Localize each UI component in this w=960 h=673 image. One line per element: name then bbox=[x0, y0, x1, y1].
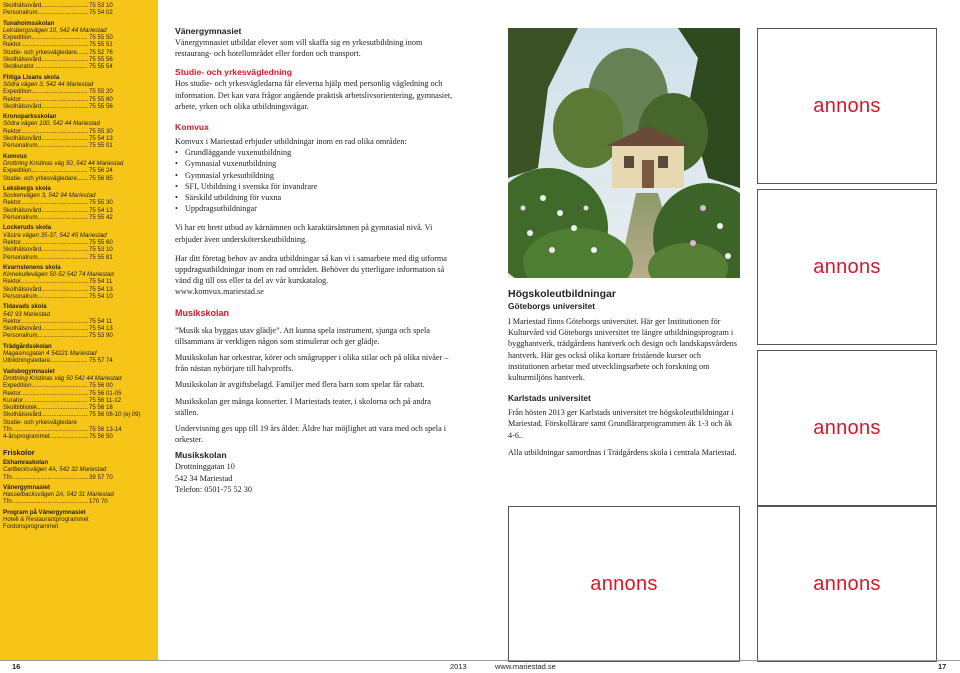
leader-dots bbox=[41, 56, 88, 63]
directory-row bbox=[3, 246, 141, 253]
directory-entry bbox=[3, 153, 158, 182]
directory-entry bbox=[3, 343, 158, 365]
directory-row-label: Personalrum bbox=[3, 292, 38, 300]
directory-row bbox=[3, 2, 141, 9]
right-column bbox=[508, 288, 740, 463]
school-name: Tidavads skola bbox=[3, 303, 47, 311]
school-name: Tunaholmsskolan bbox=[3, 19, 55, 27]
leader-dots bbox=[21, 41, 88, 48]
komvux-paragraph-1: Vi har ett brett utbud av kärnämnen och karaktärsämnen på gymnasial nivå. Vi erbjuder även undersköterskeutbildning. bbox=[175, 223, 433, 244]
school-address: 542 93 Mariestad bbox=[3, 310, 51, 318]
komvux-paragraph-2: Har ditt företag behov av andra utbildningar så kan vi i samarbete med dig utforma uppdragsutbildningar inom en rad områden. Behöver du ytterligare information så vänd dig till oss eller ta del av vår kurskatalog. bbox=[175, 253, 447, 286]
directory-row-phone: 75 55 20 bbox=[89, 88, 113, 96]
syv-text: Hos studie- och yrkesvägledarna får eleverna hjälp med personlig vägledning och information. Det kan vara frågor angående praktisk arbetslivsorientering, gymnasiet, arbete, yrken och olika utbildningsvägar. bbox=[175, 79, 453, 111]
directory-row bbox=[3, 199, 141, 206]
directory-row-label: Expedition bbox=[3, 382, 32, 390]
komvux-heading: Komvux bbox=[175, 122, 209, 133]
directory-row bbox=[3, 128, 141, 135]
directory-row bbox=[3, 318, 141, 325]
leader-dots bbox=[21, 96, 88, 103]
directory-row bbox=[3, 254, 141, 261]
list-item: • Uppdragsutbildningar bbox=[175, 203, 455, 214]
directory-row-phone: 75 56 01-05 bbox=[89, 389, 122, 397]
directory-row bbox=[3, 433, 141, 440]
directory-row-phone: 75 56 11-12 bbox=[89, 396, 122, 404]
leader-dots bbox=[77, 49, 88, 56]
directory-row-phone: 75 55 54 bbox=[89, 63, 113, 71]
directory-row-phone: 75 55 60 bbox=[89, 238, 113, 246]
directory-entry bbox=[3, 113, 158, 149]
leader-dots bbox=[21, 390, 88, 397]
ad-box bbox=[757, 189, 937, 345]
school-name: Lockeruds skola bbox=[3, 224, 52, 232]
directory-entry bbox=[3, 224, 158, 260]
leader-dots bbox=[41, 246, 88, 253]
directory-row bbox=[3, 357, 141, 364]
directory-row-phone: 75 54 10 bbox=[89, 292, 113, 300]
gbg-heading: Göteborgs universitet bbox=[508, 301, 596, 311]
leader-dots bbox=[31, 88, 88, 95]
directory-entry bbox=[3, 303, 158, 339]
directory-row bbox=[3, 41, 141, 48]
middle-column bbox=[175, 26, 455, 495]
directory-row-phone: 75 57 74 bbox=[89, 357, 113, 365]
leader-dots bbox=[41, 135, 88, 142]
directory-row bbox=[3, 286, 141, 293]
school-address: Magasinsgatan 4 54221 Mariestad bbox=[3, 350, 97, 358]
school-directory bbox=[0, 0, 158, 660]
musikskolan-postal: 542 34 Mariestad bbox=[175, 473, 233, 483]
kau-text: Från hösten 2013 ger Karlstads universitet tre högskoleutbildningar i Mariestad. Förskollärare samt Grundlärarprogrammen åk 1-3 och åk 4-6.. bbox=[508, 408, 734, 440]
directory-row bbox=[3, 103, 141, 110]
kau-heading: Karlstads universitet bbox=[508, 393, 591, 404]
directory-row bbox=[3, 63, 141, 70]
directory-row-label: Skolkurator bbox=[3, 63, 34, 71]
directory-row-label: Personalrum bbox=[3, 142, 38, 150]
school-name: Leksbergs skola bbox=[3, 184, 51, 192]
musikskolan-heading: Musikskolan bbox=[175, 307, 230, 318]
directory-row bbox=[3, 167, 141, 174]
list-item: • SFI, Utbildning i svenska för invandrare bbox=[175, 181, 455, 192]
school-address: Kinnekullevägen 50-52 542 74 Mariestad bbox=[3, 271, 114, 279]
school-address: Västra vägen 35-37, 542 45 Mariestad bbox=[3, 231, 107, 239]
hogskola-heading: Högskoleutbildningar bbox=[508, 288, 616, 300]
school-name: Trädgårdsskolan bbox=[3, 342, 52, 350]
directory-row-label: Personalrum bbox=[3, 332, 38, 340]
directory-row bbox=[3, 34, 141, 41]
ad-label: annons bbox=[590, 572, 658, 595]
leader-dots bbox=[23, 397, 88, 404]
directory-row bbox=[3, 214, 141, 221]
directory-row-label: Rektor bbox=[3, 278, 21, 286]
musikskolan-address-heading: Musikskolan bbox=[175, 450, 227, 461]
directory-row bbox=[3, 426, 141, 433]
leader-dots bbox=[38, 332, 88, 339]
list-item: • Grundläggande vuxenutbildning bbox=[175, 147, 455, 158]
leader-dots bbox=[31, 167, 88, 174]
musikskolan-street: Drottninggatan 10 bbox=[175, 462, 235, 472]
directory-row bbox=[3, 404, 141, 411]
directory-row-label: Skolhälsovård bbox=[3, 102, 42, 110]
directory-row-phone: 75 55 81 bbox=[89, 253, 113, 261]
musik-paragraph-3: Musikskolan är avgiftsbelagd. Familjer med flera barn som spelar får rabatt. bbox=[175, 380, 425, 390]
musik-paragraph-5: Undervisning ges upp till 19 års ålder. Äldre har möjlighet att vara med och spela i orkester. bbox=[175, 424, 447, 445]
directory-row bbox=[3, 49, 141, 56]
footer-year: 2013 bbox=[450, 662, 467, 671]
page-number-right: 17 bbox=[938, 662, 947, 671]
directory-row-phone: 75 56 13-14 bbox=[89, 426, 122, 434]
leader-dots bbox=[31, 34, 88, 41]
directory-row bbox=[3, 9, 141, 16]
directory-row-phone: 75 54 13 bbox=[89, 206, 113, 214]
leader-dots bbox=[41, 286, 88, 293]
leader-dots bbox=[12, 498, 88, 505]
school-address: Södra vägen 3, 542 44 Mariestad bbox=[3, 80, 94, 88]
directory-entry bbox=[3, 2, 158, 17]
directory-row bbox=[3, 419, 158, 426]
leader-dots bbox=[12, 426, 88, 433]
directory-row bbox=[3, 207, 141, 214]
directory-row-phone: 75 55 01 bbox=[89, 142, 113, 150]
school-name: Ekhamraskolan bbox=[3, 458, 49, 466]
leader-dots bbox=[77, 175, 88, 182]
directory-row-phone: 39 57 70 bbox=[89, 473, 113, 481]
directory-row bbox=[3, 411, 141, 418]
musik-paragraph-1: ”Musik ska byggas utav glädje”. Att kunna spela instrument, sjunga och spela tillsammans är verkligen någon som stimulerar och ger glädje. bbox=[175, 325, 430, 346]
ad-box bbox=[757, 506, 937, 662]
leader-dots bbox=[38, 142, 88, 149]
ad-label: annons bbox=[813, 572, 881, 595]
directory-row bbox=[3, 397, 141, 404]
directory-entry bbox=[3, 264, 158, 300]
directory-row-label: Studie- och yrkesvägledare bbox=[3, 174, 77, 182]
directory-row-label: Expedition bbox=[3, 88, 32, 96]
directory-row-label: Skolhälsovård bbox=[3, 206, 42, 214]
directory-row-phone: 75 56 08-10 (ej 09) bbox=[89, 411, 141, 419]
leader-dots bbox=[41, 325, 88, 332]
directory-row-label: Tfn bbox=[3, 498, 12, 506]
leader-dots bbox=[41, 103, 88, 110]
directory-row-phone: 75 55 60 bbox=[89, 95, 113, 103]
directory-row-phone: 75 54 11 bbox=[89, 317, 113, 325]
leader-dots bbox=[38, 214, 88, 221]
leader-dots bbox=[50, 357, 88, 364]
school-name: Flitiga Lisans skola bbox=[3, 73, 60, 81]
directory-row-label: Kurator bbox=[3, 396, 23, 404]
directory-row-phone: 75 54 02 bbox=[89, 9, 113, 17]
directory-row-phone: 75 54 13 bbox=[89, 285, 113, 293]
leader-dots bbox=[21, 199, 88, 206]
school-name: Vänergymnasiet bbox=[3, 483, 51, 491]
directory-row bbox=[3, 96, 141, 103]
friskolor-heading: Friskolor bbox=[3, 447, 35, 457]
musik-paragraph-4: Musikskolan ger många konserter. I Mariestads teater, i skolorna och på andra ställen. bbox=[175, 396, 431, 417]
komvux-url[interactable]: www.komvux.mariestad.se bbox=[175, 287, 264, 297]
syv-heading: Studie- och yrkesvägledning bbox=[175, 67, 292, 78]
leader-dots bbox=[21, 128, 88, 135]
directory-row-phone: 75 55 30 bbox=[89, 127, 113, 135]
directory-row bbox=[3, 325, 141, 332]
school-address: Drottning Kristinas väg 50, 542 44 Mariestad bbox=[3, 159, 124, 167]
directory-row-phone: 75 56 85 bbox=[89, 174, 113, 182]
leader-dots bbox=[21, 318, 88, 325]
leader-dots bbox=[41, 411, 88, 418]
directory-row-phone: 75 53 10 bbox=[89, 2, 113, 9]
directory-row-phone: 75 56 50 bbox=[89, 433, 113, 441]
school-name: Komvux bbox=[3, 152, 28, 160]
school-address: Carlbecksvägen 4A, 542 32 Mariestad bbox=[3, 466, 107, 474]
leader-dots bbox=[21, 239, 88, 246]
directory-row-label: Skolhälsovård bbox=[3, 325, 42, 333]
directory-row-phone: 75 55 50 bbox=[89, 34, 113, 42]
directory-row-label: Tfn bbox=[3, 426, 12, 434]
directory-row-phone: 75 56 00 bbox=[89, 382, 113, 390]
school-name: Vadsbogymnasiet bbox=[3, 367, 55, 375]
directory-row-label: Skolhälsovård bbox=[3, 135, 42, 143]
leader-dots bbox=[21, 278, 88, 285]
directory-row-phone: 75 55 30 bbox=[89, 199, 113, 207]
directory-row-label: Expedition bbox=[3, 167, 32, 175]
ad-label: annons bbox=[813, 416, 881, 439]
school-address: Leksbergsvägen 10, 542 44 Mariestad bbox=[3, 26, 107, 34]
directory-row-phone: 75 52 76 bbox=[89, 48, 113, 56]
directory-row bbox=[3, 498, 141, 505]
list-item: • Gymnasial yrkesutbildning bbox=[175, 170, 455, 181]
program-item: Fordonsprogrammet bbox=[3, 523, 59, 531]
program-heading: Program på Vänergymnasiet bbox=[3, 508, 86, 516]
directory-row-label: Personalrum bbox=[3, 253, 38, 261]
directory-row-phone: 75 55 51 bbox=[89, 41, 113, 49]
directory-row-label: Personalrum bbox=[3, 214, 38, 222]
school-address: Sockenvägen 3, 542 94 Mariestad bbox=[3, 192, 96, 200]
leader-dots bbox=[50, 433, 88, 440]
school-name: Kronoparksskolan bbox=[3, 113, 57, 121]
ad-box bbox=[757, 350, 937, 506]
directory-row-label: Rektor bbox=[3, 95, 21, 103]
directory-row-phone: 75 53 90 bbox=[89, 332, 113, 340]
ad-box bbox=[757, 28, 937, 184]
directory-row-label: Rektor bbox=[3, 238, 21, 246]
directory-row-label: Rektor bbox=[3, 127, 21, 135]
list-item: • Särskild utbildning för vuxna bbox=[175, 192, 455, 203]
directory-row-label: Rektor bbox=[3, 199, 21, 207]
musik-paragraph-2: Musikskolan har orkestrar, körer och smågrupper i olika stilar och på olika nivåer – från nästan nybörjare till halvproffs. bbox=[175, 353, 449, 374]
gbg-text: I Mariestad finns Göteborgs universitet. Här ger Institutionen för Kulturvård vid Göteborgs universitet tre längre utbildningsprogram i bygghantverk, trädgårdens hantverk och design och landskapsvårdens hantverk. Här ges också olika kortare fristående kurser och institutionen arbetar med utvecklingsarbete och forskning om kulturmiljöns hantverk. bbox=[508, 317, 737, 383]
directory-row bbox=[3, 474, 141, 481]
ad-label: annons bbox=[813, 94, 881, 117]
vanergymnasiet-heading: Vänergymnasiet bbox=[175, 26, 242, 36]
directory-entry bbox=[3, 368, 158, 441]
directory-row bbox=[3, 56, 141, 63]
leader-dots bbox=[38, 293, 88, 300]
directory-row-label: Personalrum bbox=[3, 9, 38, 17]
directory-row-label: Skolhälsovård bbox=[3, 411, 42, 419]
directory-entry bbox=[3, 185, 158, 221]
directory-row-phone: 75 53 10 bbox=[89, 246, 113, 254]
directory-row-label: Rektor bbox=[3, 389, 21, 397]
komvux-intro: Komvux i Mariestad erbjuder utbildningar inom en rad olika områden: bbox=[175, 137, 407, 147]
directory-list bbox=[0, 0, 158, 531]
directory-row-phone: 75 55 56 bbox=[89, 56, 113, 64]
directory-row bbox=[3, 332, 141, 339]
leader-dots bbox=[31, 382, 88, 389]
leader-dots bbox=[41, 207, 88, 214]
ad-label: annons bbox=[813, 255, 881, 278]
directory-row-label: Skolhälsovård bbox=[3, 285, 42, 293]
directory-row-label: Studie- och yrkesvägledare bbox=[3, 418, 77, 426]
leader-dots bbox=[41, 2, 88, 9]
directory-row bbox=[3, 382, 141, 389]
directory-row-label: Skolhälsovård bbox=[3, 246, 42, 254]
directory-row-phone: 75 56 18 bbox=[89, 404, 113, 412]
page-number-left: 16 bbox=[12, 662, 21, 671]
footer-url[interactable]: www.mariestad.se bbox=[495, 662, 556, 671]
directory-row bbox=[3, 175, 141, 182]
school-address: Hasselbacksvägen 2A, 542 31 Mariestad bbox=[3, 491, 114, 499]
friskolor-section bbox=[3, 449, 158, 531]
all-education-text: Alla utbildningar samordnas i Trädgårdens skola i centrala Mariestad. bbox=[508, 447, 737, 457]
directory-row-label: Rektor bbox=[3, 41, 21, 49]
leader-dots bbox=[38, 9, 88, 16]
directory-row-label: Tfn bbox=[3, 473, 12, 481]
directory-row bbox=[3, 142, 141, 149]
directory-row-phone: 75 54 13 bbox=[89, 135, 113, 143]
komvux-list bbox=[175, 147, 455, 214]
garden-photo bbox=[508, 28, 740, 278]
directory-row bbox=[3, 390, 141, 397]
leader-dots bbox=[34, 63, 88, 70]
directory-row bbox=[3, 88, 141, 95]
directory-row-phone: 170 70 bbox=[89, 498, 108, 506]
directory-row-label: Utbildningsledare bbox=[3, 357, 51, 365]
school-name: Kvarnstenens skola bbox=[3, 263, 61, 271]
footer-rule bbox=[0, 660, 960, 661]
directory-row-phone: 75 54 13 bbox=[89, 325, 113, 333]
leader-dots bbox=[38, 254, 88, 261]
garden-photo-illustration bbox=[508, 28, 740, 278]
ad-box bbox=[508, 506, 740, 662]
leader-dots bbox=[12, 474, 88, 481]
directory-row-label: Skolhälsovård bbox=[3, 2, 42, 9]
directory-row bbox=[3, 135, 141, 142]
vanergymnasiet-text: Vänergymnasiet utbildar elever som vill skaffa sig en yrkesutbildning inom restaurang- och hotellområdet eller fordon och transport. bbox=[175, 38, 423, 59]
directory-row bbox=[3, 278, 141, 285]
directory-entry bbox=[3, 20, 158, 71]
directory-row-phone: 75 55 42 bbox=[89, 214, 113, 222]
directory-row-label: Rektor bbox=[3, 317, 21, 325]
directory-row bbox=[3, 293, 141, 300]
directory-row-label: Expedition bbox=[3, 34, 32, 42]
musikskolan-phone: Telefon: 0501-75 52 30 bbox=[175, 484, 252, 494]
school-address: Södra vägen 100, 542 44 Mariestad bbox=[3, 120, 100, 128]
directory-row-label: 4-årsprogrammet bbox=[3, 433, 50, 441]
directory-row-label: Skolbibliotek bbox=[3, 404, 38, 412]
directory-row-label: Studie- och yrkesvägledare bbox=[3, 48, 77, 56]
leader-dots bbox=[37, 404, 88, 411]
directory-row-phone: 75 54 11 bbox=[89, 278, 113, 286]
program-item: Hotell & Restaurantprogrammet bbox=[3, 516, 89, 523]
school-address: Drottning Kristinas väg 50 542 44 Mariestad bbox=[3, 374, 122, 382]
directory-row-label: Skolhälsovård bbox=[3, 56, 42, 64]
list-item: • Gymnasial vuxenutbildning bbox=[175, 158, 455, 169]
directory-entry bbox=[3, 74, 158, 110]
directory-row-phone: 75 55 56 bbox=[89, 102, 113, 110]
directory-row bbox=[3, 239, 141, 246]
directory-row-phone: 75 56 24 bbox=[89, 167, 113, 175]
